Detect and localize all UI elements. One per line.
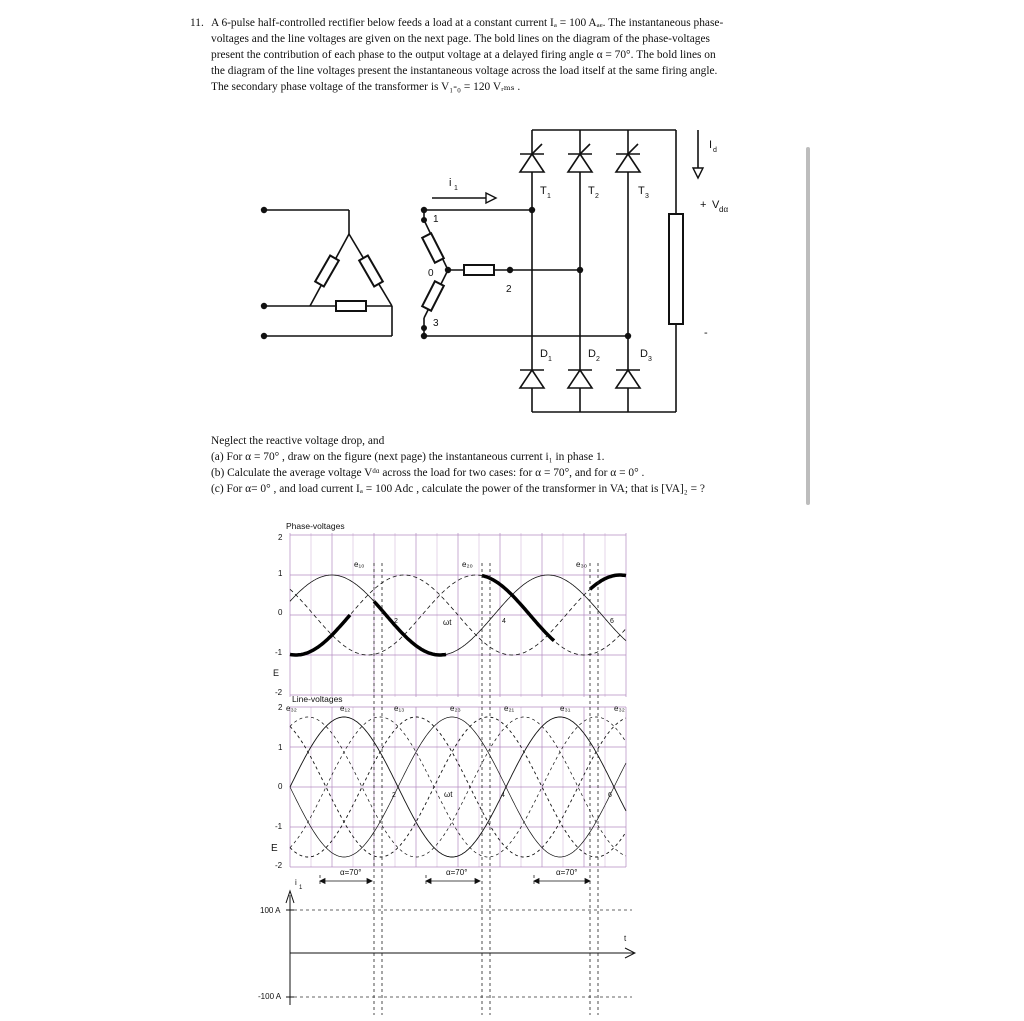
phase-bold-segment-3 [482, 576, 554, 641]
problem-line-1: A 6-pulse half-controlled rectifier below feeds a load at a constant current Iₐ = 100 Aₐₑ. The instantaneous phase- [211, 17, 724, 29]
diode-d2-label: D [588, 348, 596, 360]
diode-d3-label: D [640, 348, 648, 360]
waveform-figure [250, 515, 650, 1015]
line-tick-0: 0 [278, 782, 283, 791]
line-label-e21: e₂₁ [504, 704, 515, 713]
phase-marker-6: 6 [610, 618, 614, 625]
thyristor-t2-sub: 2 [595, 193, 599, 200]
thyristor-t1-label: T [540, 185, 547, 197]
current-i1-label: i [449, 177, 452, 189]
node-3-label: 3 [433, 318, 439, 329]
questions-intro: Neglect the reactive voltage drop, and [211, 435, 385, 447]
question-a: (a) For α = 70° , draw on the figure (next page) the instantaneous current i₁ in phase 1. [211, 451, 605, 463]
problem-line-5: The secondary phase voltage of the transformer is V₁-₀ = 120 Vᵣₘₛ . [211, 81, 521, 93]
question-b: (b) Calculate the average voltage Vᵈᵅ across the load for two cases: for α = 70°, and for α = 0° . [211, 467, 645, 479]
phase-bold-segment-1 [290, 615, 350, 655]
diode-d2-sub: 2 [596, 356, 600, 363]
phase-marker-4: 4 [502, 618, 506, 625]
alpha-label-3: α=70° [556, 868, 578, 877]
phase-label-e20: e₂₀ [462, 560, 473, 569]
line-tick-m1: -1 [275, 822, 283, 831]
line-tick-2: 2 [278, 703, 283, 712]
line-label-e12: e₁₂ [340, 704, 351, 713]
line-marker-6: 6 [608, 792, 612, 799]
phase-tick-1: 1 [278, 569, 283, 578]
phase-plot-title: Phase-voltages [286, 521, 345, 531]
thyristor-t3-label: T [638, 185, 645, 197]
thyristor-t3-sub: 3 [645, 193, 649, 200]
phase-label-e10: e₁₀ [354, 560, 365, 569]
current-y-bottom: -100 A [258, 992, 282, 1001]
line-label-e23: e₂₃ [450, 704, 461, 713]
line-label-e32b: e₃₂ [614, 704, 625, 713]
diode-d1-sub: 1 [548, 356, 552, 363]
phase-tick-2: 2 [278, 533, 283, 542]
load-current-label: I [709, 139, 713, 151]
phase-tick-m2: -2 [275, 688, 283, 697]
diode-d1-label: D [540, 348, 548, 360]
question-c: (c) For α= 0° , and load current Iₐ = 100 Adc , calculate the power of the transformer in VA; that is [VA]₂ = ? [211, 483, 705, 495]
diode-d3-sub: 3 [648, 356, 652, 363]
vout-minus: - [704, 327, 708, 339]
line-E-label: E [271, 843, 278, 854]
current-y-top: 100 A [260, 906, 281, 915]
phase-marker-2: 2 [394, 618, 398, 625]
phase-label-e30: e₃₀ [576, 560, 588, 569]
phase-bold-segment-4 [590, 575, 626, 589]
node-0-label: 0 [428, 268, 434, 279]
vout-sub: dα [719, 205, 729, 214]
vout-plus: + [700, 199, 707, 211]
phase-wt-label: ωt [443, 618, 452, 627]
thyristor-t1-sub: 1 [547, 193, 551, 200]
line-label-e13: e₁₃ [394, 704, 405, 713]
alpha-label-1: α=70° [340, 868, 362, 877]
problem-line-3: present the contribution of each phase to the output voltage at a delayed firing angle α = 70°. The bold lines on [211, 49, 716, 61]
current-i1-sub: 1 [454, 185, 458, 192]
line-marker-4: 4 [501, 792, 505, 799]
line-marker-2: 2 [392, 792, 396, 799]
phase-e1-label: E [273, 668, 280, 678]
problem-line-4: the diagram of the line voltages present the instantaneous voltage across the load itself at the same firing angle. [211, 65, 718, 77]
rectifier-circuit-diagram [0, 110, 800, 430]
line-label-e32a: e₃₂ [286, 704, 297, 713]
problem-line-2: voltages and the line voltages are given on the next page. The bold lines on the diagram of the phase-voltages [211, 33, 710, 45]
thyristor-t2-label: T [588, 185, 595, 197]
phase-tick-m1: -1 [275, 648, 283, 657]
current-y-sub: 1 [299, 885, 303, 891]
phase-tick-0: 0 [278, 608, 283, 617]
alpha-label-2: α=70° [446, 868, 468, 877]
scrollbar[interactable] [806, 147, 810, 505]
node-2-label: 2 [506, 284, 512, 295]
line-tick-m2: -2 [275, 861, 283, 870]
load-current-sub: d [713, 147, 717, 154]
line-label-e31: e₃₁ [560, 704, 571, 713]
current-y-label: i [295, 878, 297, 887]
vout-label: V [712, 199, 720, 211]
problem-number: 11. [190, 17, 204, 29]
current-x-label: t [624, 934, 627, 943]
line-tick-1: 1 [278, 743, 283, 752]
line-plot-title: Line-voltages [292, 694, 343, 704]
line-wt-label: ωt [444, 790, 453, 799]
node-1-label: 1 [433, 214, 439, 225]
